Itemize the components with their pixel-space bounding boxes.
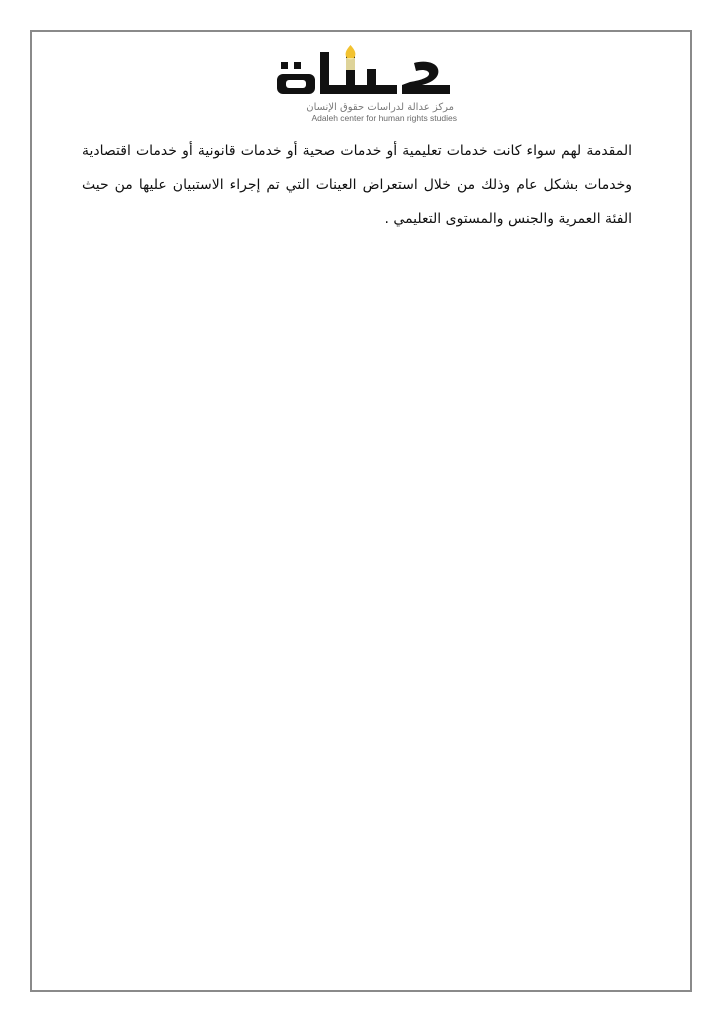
- adaleh-logo: [272, 44, 457, 124]
- adaleh-logo-mark: [272, 44, 457, 99]
- document-page: [30, 30, 692, 992]
- logo-subtitle-arabic: مركز عدالة لدراسات حقوق الإنسان: [306, 102, 454, 113]
- logo-subtitle-english: Adaleh center for human rights studies: [311, 113, 457, 123]
- body-paragraph: المقدمة لهم سواء كانت خدمات تعليمية أو خدمات صحية أو خدمات قانونية أو خدمات اقتصادية وخدمات بشكل عام وذلك من خلال استعراض العينات التي تم إجراء الاستبيان عليها من حيث الفئة العمرية والجنس والمستوى التعليمي .: [82, 143, 632, 227]
